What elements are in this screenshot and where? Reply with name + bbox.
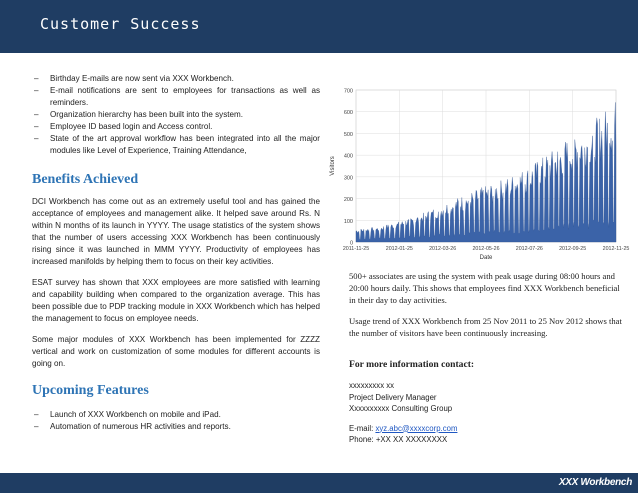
- page-title: Customer Success: [40, 15, 201, 33]
- y-tick-label: 400: [343, 153, 353, 160]
- y-tick-label: 200: [343, 197, 353, 204]
- contact-block: [349, 359, 624, 446]
- benefits-paragraph: ESAT survey has shown that XXX employees are more satisfied with learning and capability building when compared to the organization average. This has been possible due to PDP tracking module in XXX Workbench which has helped the management to focus on employee needs.: [32, 278, 320, 323]
- list-item: – Birthday E-mails are now sent via XXX Workbench.: [34, 74, 234, 83]
- y-tick-label: 600: [343, 110, 353, 117]
- upcoming-heading: Upcoming Features: [32, 383, 149, 398]
- contact-org: Xxxxxxxxxx Consulting Group: [349, 404, 453, 413]
- footer-brand: XXX Workbench: [558, 477, 632, 488]
- intro-section: [32, 73, 320, 157]
- visitors-chart-svg: [326, 84, 630, 264]
- email-link[interactable]: xyz.abc@xxxxcorp.com: [375, 423, 458, 433]
- intro-bullet-list: [32, 73, 320, 157]
- y-axis-label: Visitors: [330, 156, 336, 176]
- x-axis-label: Date: [479, 255, 493, 261]
- benefits-paragraph: DCI Workbench has come out as an extremely useful tool and has gained the acceptance of employees and management alike. It helped save around Rs. N within N months of its launch in YYYY. The usage statistics of the system shows that the number of users accessing XXX Workbench has been continuously rising since it was launched in MMM YYYY. Productivity of employees has increased manifolds by helping them to focus on their key activities.: [32, 197, 320, 266]
- x-tick-label: 2012-09-25: [559, 246, 587, 252]
- usage-summary: [349, 270, 624, 306]
- list-item: – State of the art approval workflow has been integrated into all the major modules like Level of Experience, Training Attendance,: [34, 134, 320, 155]
- contact-email-line: E-mail: xyz.abc@xxxxcorp.com: [349, 423, 458, 433]
- contact-phone: Phone: +XX XX XXXXXXXX: [349, 435, 448, 444]
- contact-role: Project Delivery Manager: [349, 392, 437, 402]
- header-banner: [0, 0, 638, 53]
- x-tick-label: 2012-01-25: [385, 246, 413, 252]
- list-item: – Automation of numerous HR activities and reports.: [34, 422, 231, 431]
- upcoming-bullet-list: [32, 409, 320, 433]
- usage-trend: [349, 315, 624, 339]
- x-tick-label: 2011-11-25: [342, 246, 370, 252]
- x-tick-label: 2012-11-25: [602, 246, 630, 252]
- y-tick-label: 300: [343, 175, 353, 182]
- y-tick-label: 0: [349, 240, 353, 247]
- trend-paragraph: Usage trend of XXX Workbench from 25 Nov 2011 to 25 Nov 2012 shows that the number of visitors have been continuously increasing.: [349, 316, 622, 338]
- upcoming-section: [32, 409, 320, 433]
- usage-paragraph: 500+ associates are using the system with peak usage during 08:00 hours and 20:00 hours daily. This shows that employees find XXX Workbench beneficial in their day to day activities.: [349, 271, 620, 305]
- list-item: – E-mail notifications are sent to employees for transactions as well as reminders.: [34, 86, 320, 107]
- x-tick-label: 2012-07-26: [515, 246, 543, 252]
- benefits-section: [32, 196, 320, 379]
- y-tick-label: 100: [343, 218, 353, 225]
- x-tick-label: 2012-05-26: [472, 246, 500, 252]
- y-tick-label: 500: [343, 131, 353, 138]
- contact-heading: For more information contact:: [349, 359, 475, 370]
- benefits-heading: Benefits Achieved: [32, 172, 139, 187]
- contact-name: xxxxxxxxx xx: [349, 381, 395, 390]
- list-item: – Launch of XXX Workbench on mobile and iPad.: [34, 410, 221, 419]
- y-tick-label: 700: [343, 88, 353, 95]
- visitors-chart: [326, 84, 630, 264]
- footer-bar: [0, 473, 638, 493]
- list-item: – Organization hierarchy has been built into the system.: [34, 110, 244, 119]
- x-tick-label: 2012-03-26: [429, 246, 457, 252]
- benefits-paragraph: Some major modules of XXX Workbench has been implemented for ZZZZ vertical and work on customization of some modules for different accounts is going on.: [32, 335, 320, 368]
- list-item: – Employee ID based login and Access control.: [34, 122, 213, 131]
